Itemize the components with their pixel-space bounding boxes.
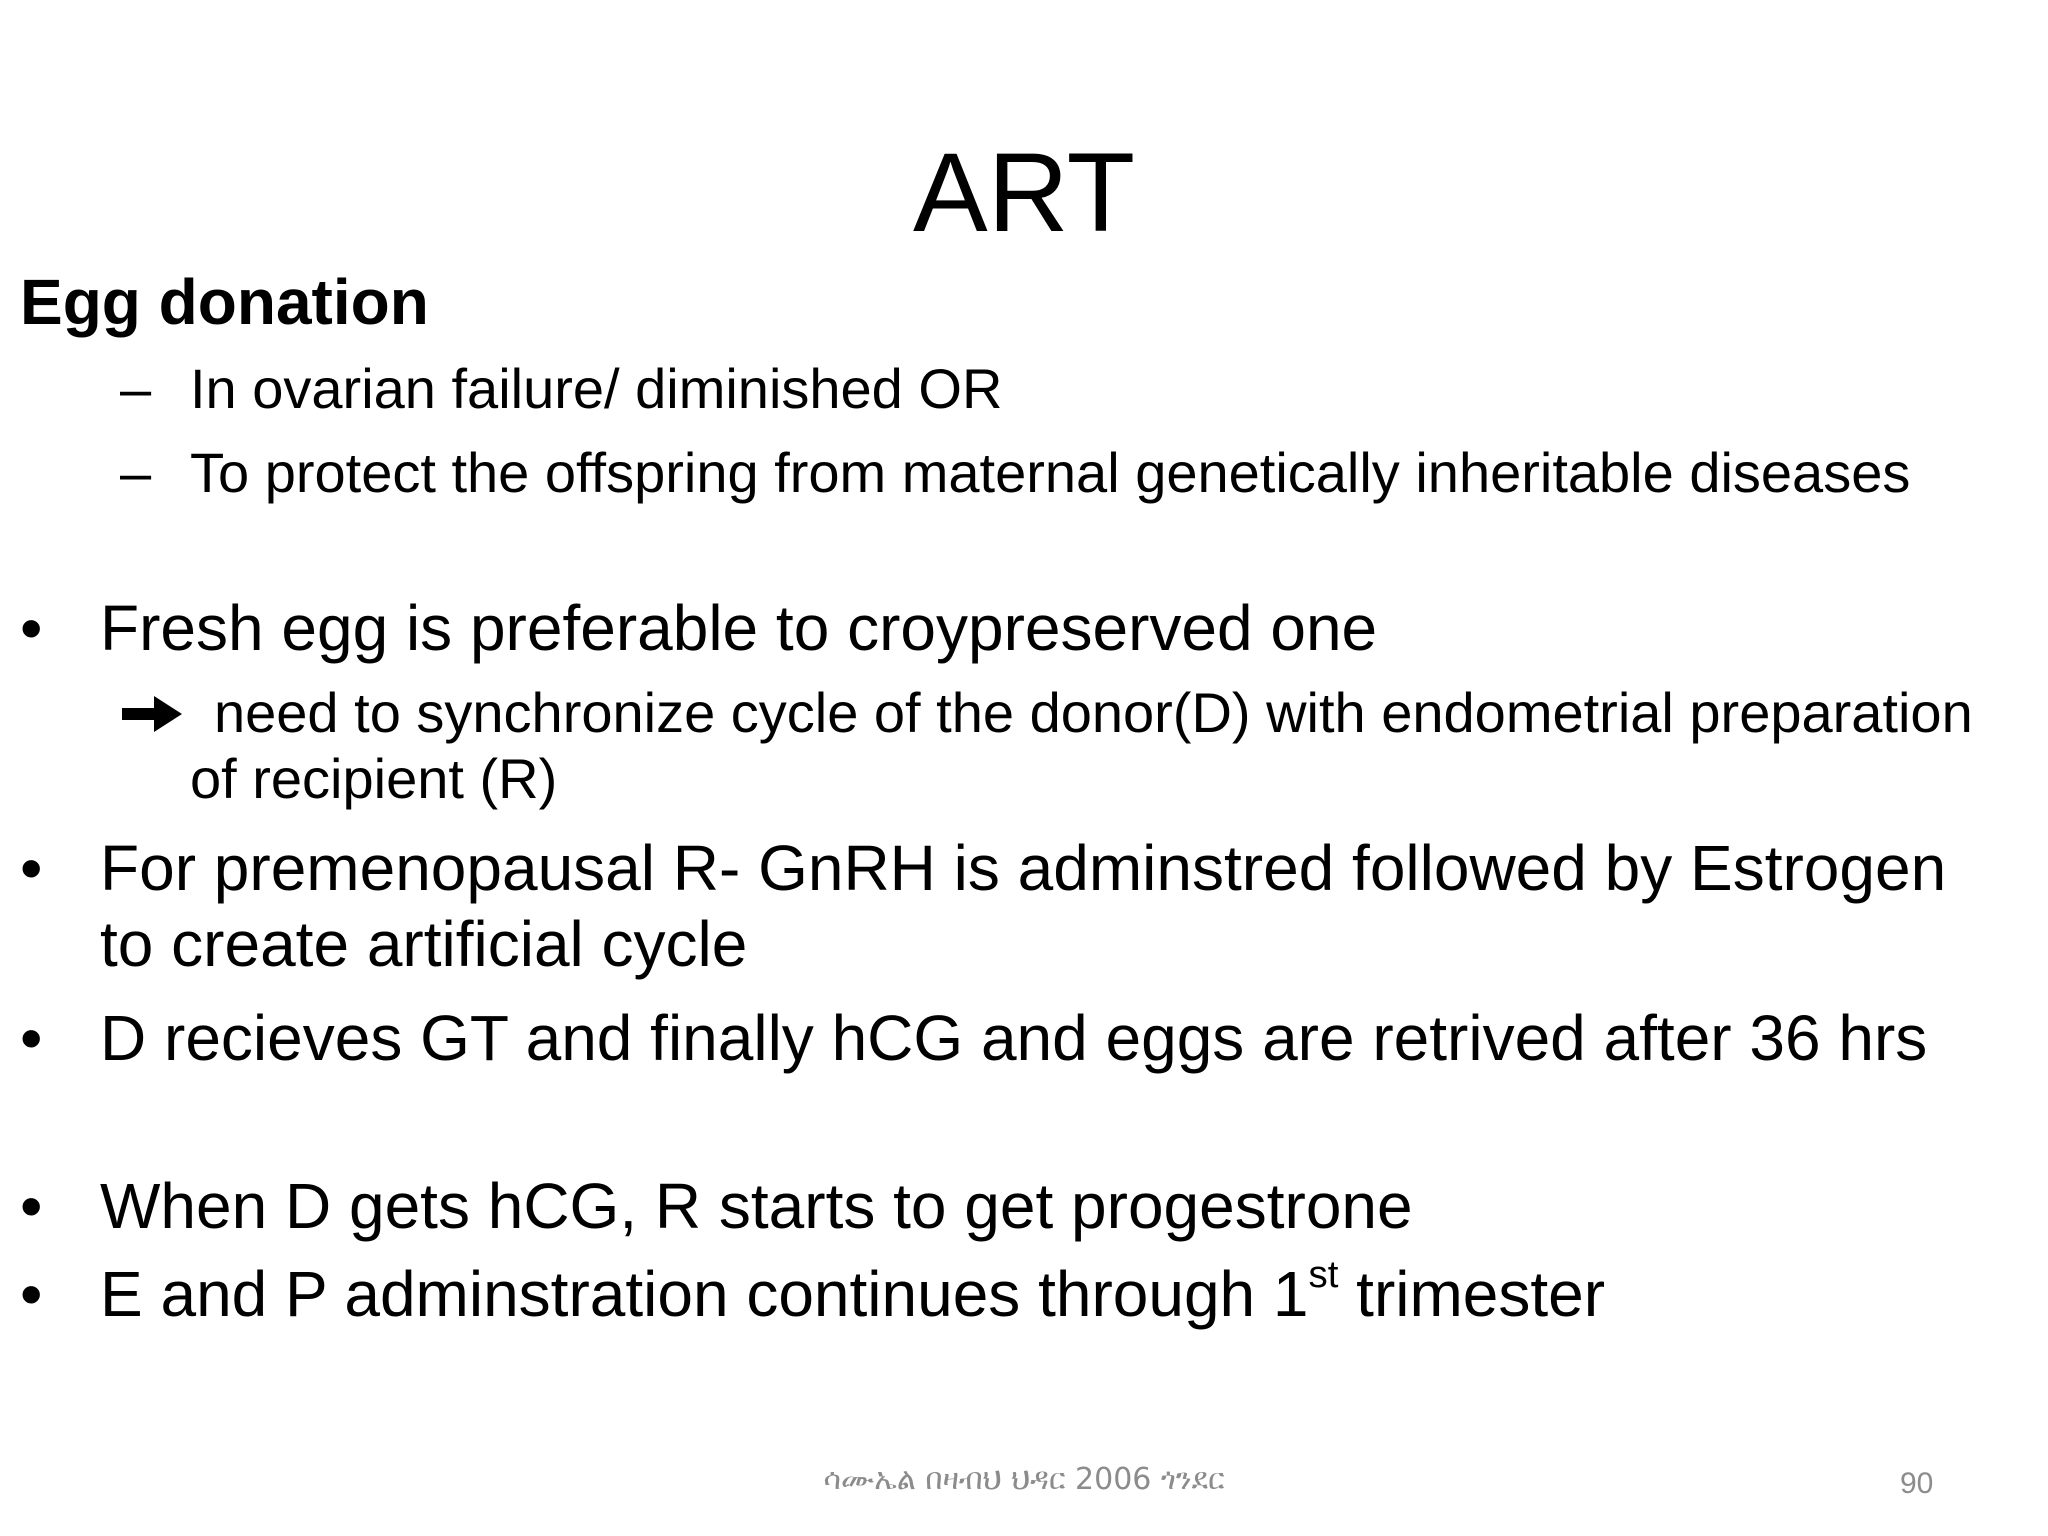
right-arrow-icon bbox=[120, 692, 184, 736]
bullet-text bbox=[100, 1253, 2000, 1332]
bullet-marker: • bbox=[20, 1170, 43, 1242]
arrow-note-text: need to synchronize cycle of the donor(D) with endometrial preparation of recipient (R) bbox=[190, 681, 1973, 810]
bullet-marker: • bbox=[20, 1002, 43, 1074]
bullet-text: Fresh egg is preferable to croypreserved one bbox=[100, 592, 1378, 664]
dash-marker: – bbox=[120, 441, 152, 504]
section-heading: Egg donation bbox=[20, 266, 429, 338]
bullet-text: For premenopausal R- GnRH is adminstred followed by Estrogen to create artificial cycle bbox=[100, 832, 1947, 980]
bullet-text-main: E and P adminstration continues through 1 bbox=[100, 1258, 1309, 1330]
bullet-marker: • bbox=[20, 832, 43, 904]
page-number: 90 bbox=[1900, 1467, 1934, 1500]
slide-title: ART bbox=[913, 130, 1135, 255]
bullet-text: When D gets hCG, R starts to get progestrone bbox=[100, 1170, 1413, 1242]
bullet-marker: • bbox=[20, 592, 43, 664]
ordinal-suffix: st bbox=[1308, 1253, 1339, 1297]
footer-text: ሳሙኤል በዛብህ ህዳር 2006 ጎንደር bbox=[823, 1462, 1225, 1497]
sub-item-text: To protect the offspring from maternal genetically inheritable diseases bbox=[190, 441, 1911, 504]
bullet-text-end: trimester bbox=[1338, 1258, 1606, 1330]
bullet-marker: • bbox=[20, 1258, 43, 1330]
bullet-text: D recieves GT and finally hCG and eggs are retrived after 36 hrs bbox=[100, 1002, 1928, 1074]
dash-marker: – bbox=[120, 357, 152, 420]
sub-item-text: In ovarian failure/ diminished OR bbox=[190, 357, 1003, 420]
